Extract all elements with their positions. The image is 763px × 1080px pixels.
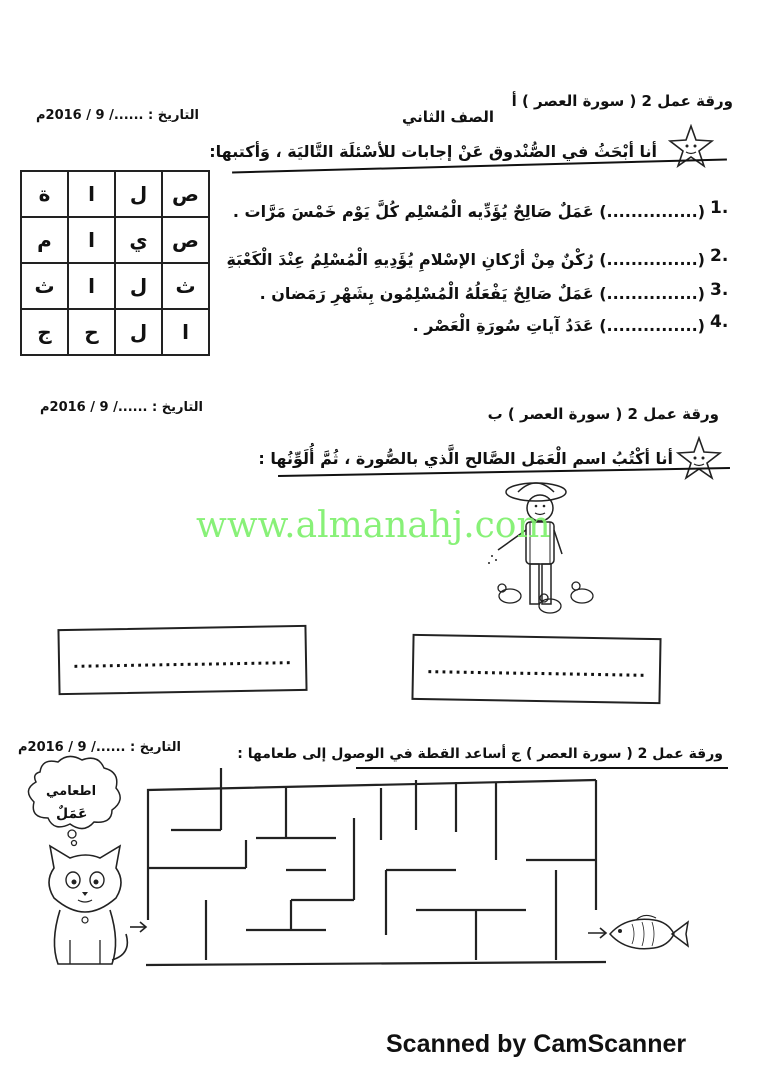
date-label-c: التاريخ : ....../ 9 / 2016م (18, 740, 181, 755)
grade-label: الصف الثاني (402, 108, 494, 126)
worksheet-c-title: ورقة عمل 2 ( سورة العصر ) ج أساعد القطة في الوصول إلى طعامها : (237, 746, 723, 762)
grid-cell: ا (68, 263, 115, 309)
grid-row (21, 309, 209, 355)
grid-cell: ة (21, 171, 68, 217)
thought-bubble (20, 752, 128, 852)
letter-grid (20, 170, 210, 356)
answer-dots: ............................... (72, 648, 293, 672)
answer-box-right (411, 634, 661, 704)
grid-cell: ث (162, 263, 209, 309)
question-number: 1. (710, 198, 729, 218)
star-icon (676, 436, 722, 484)
instruction-b: أنا أكْتُبُ اسم الْعَمَل الصَّالح الَّذي بالصُّورة ، ثُمَّ أُلَوِّنُها : (258, 449, 673, 468)
thought-text-1: اطعامي (46, 784, 97, 799)
worksheet-a-title: ورقة عمل 2 ( سورة العصر ) أ (511, 92, 733, 110)
cat-illustration (40, 842, 130, 976)
grid-cell: ص (162, 171, 209, 217)
grid-row (21, 263, 209, 309)
question-number: 2. (710, 246, 729, 266)
grid-cell: ي (115, 217, 162, 263)
grid-row (21, 171, 209, 217)
grid-cell: ل (115, 309, 162, 355)
grid-cell: ل (115, 263, 162, 309)
grid-cell: ا (68, 217, 115, 263)
question-number: 3. (710, 280, 729, 300)
watermark: www.almanahj.com (196, 505, 551, 546)
grid-cell: ث (21, 263, 68, 309)
grid-cell: ص (162, 217, 209, 263)
farmer-feeding-ducks-illustration (478, 478, 608, 627)
grid-row (21, 217, 209, 263)
grid-cell: ا (162, 309, 209, 355)
grid-cell: ج (21, 309, 68, 355)
instruction-underline-b (278, 467, 730, 477)
question-text: (...............) عَمَلٌ صَالِحٌ يَفْعَلُهُ الْمُسْلِمُون بِشَهْرِ رَمَضان . (259, 284, 705, 303)
question-text: (...............) رُكْنٌ مِنْ أرْكانِ الإسْلامِ يُؤَدِيهِ الْمُسْلِمُ عِنْدَ الْكَعْبَةِ (226, 250, 705, 269)
answer-dots: ............................... (426, 657, 647, 681)
answer-box-left (57, 625, 307, 695)
question-text: (...............) عَدَدُ آياتِ سُورَةِ الْعَصْر . (412, 316, 705, 335)
grid-cell: ح (68, 309, 115, 355)
worksheet-b-title: ورقة عمل 2 ( سورة العصر ) ب (487, 405, 719, 423)
question-text: (...............) عَمَلٌ صَالِحٌ يُؤَدِّيه الْمُسْلِم كُلَّ يَوْم خَمْسَ مَرَّات . (232, 202, 705, 221)
grid-cell: ل (115, 171, 162, 217)
grid-cell: ا (68, 171, 115, 217)
star-icon (668, 124, 714, 172)
thought-text-2: عَمَلٌ (56, 806, 88, 822)
date-label-b: التاريخ : ....../ 9 / 2016م (40, 400, 203, 415)
instruction-a: أنا أبْحَثُ في الصُّنْدوق عَنْ إجابات للأسْئلَة التَّاليَة ، وَأكتبها: (209, 142, 657, 161)
scanner-footer: Scanned by CamScanner (386, 1030, 687, 1058)
maze (126, 760, 616, 974)
fish-illustration (606, 912, 690, 960)
date-label-a: التاريخ : ....../ 9 / 2016م (36, 108, 199, 123)
question-number: 4. (710, 312, 729, 332)
grid-cell: م (21, 217, 68, 263)
